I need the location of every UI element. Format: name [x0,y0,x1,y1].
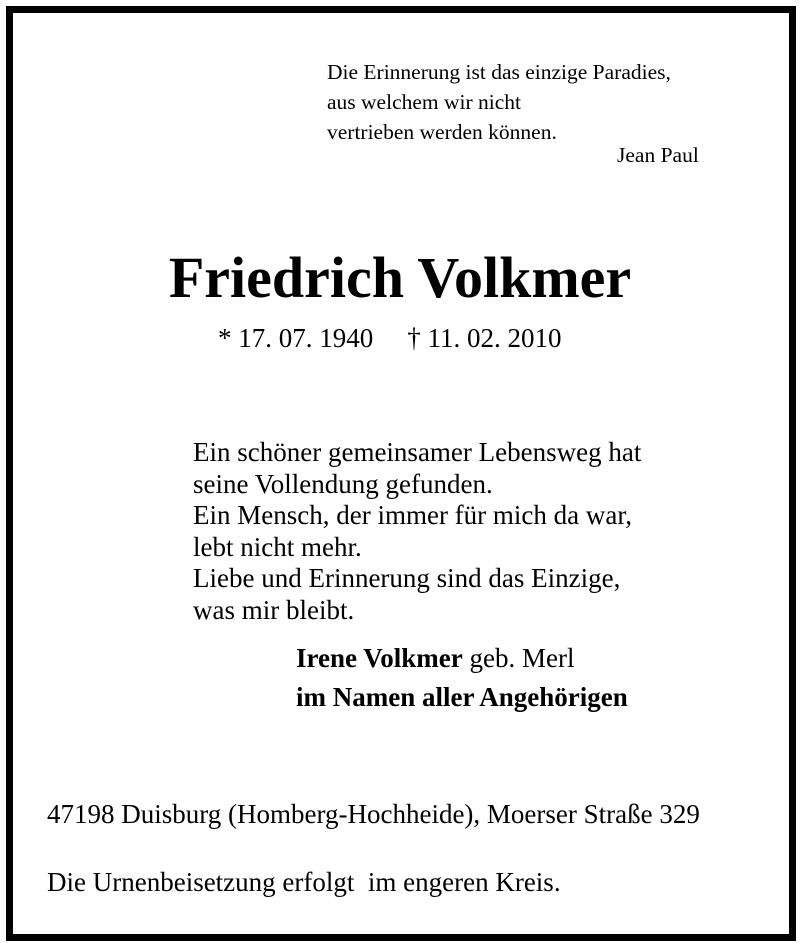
life-dates [218,323,562,354]
poem-line: was mir bleibt. [193,594,355,625]
address: 47198 Duisburg (Homberg-Hochheide), Moerser Straße 329 [47,799,700,829]
burial-note: Die Urnenbeisetzung erfolgt im engeren Kreis. [47,867,561,897]
quote-line: Die Erinnerung ist das einzige Paradies, [327,60,671,84]
signer-maiden-name: geb. Merl [469,643,575,673]
birth-date: * 17. 07. 1940 [218,323,374,353]
quote [327,57,671,147]
quote-author: Jean Paul [617,143,699,167]
signer-on-behalf: im Namen aller Angehörigen [296,682,628,712]
poem-line: Liebe und Erinnerung sind das Einzige, [193,563,621,593]
poem-line: Ein schöner gemeinsamer Lebensweg hat [193,437,642,467]
signer-name: Irene Volkmer [296,643,463,673]
death-date: † 11. 02. 2010 [407,323,562,353]
quote-line: aus welchem wir nicht [327,90,522,114]
quote-line: vertrieben werden können. [327,120,557,144]
poem [193,437,641,626]
poem-line: lebt nicht mehr. [193,531,362,562]
signer-line [296,643,574,674]
poem-line: seine Vollendung gefunden. [193,468,493,499]
deceased-name: Friedrich Volkmer [168,245,632,310]
poem-line: Ein Mensch, der immer für mich da war, [193,500,633,530]
